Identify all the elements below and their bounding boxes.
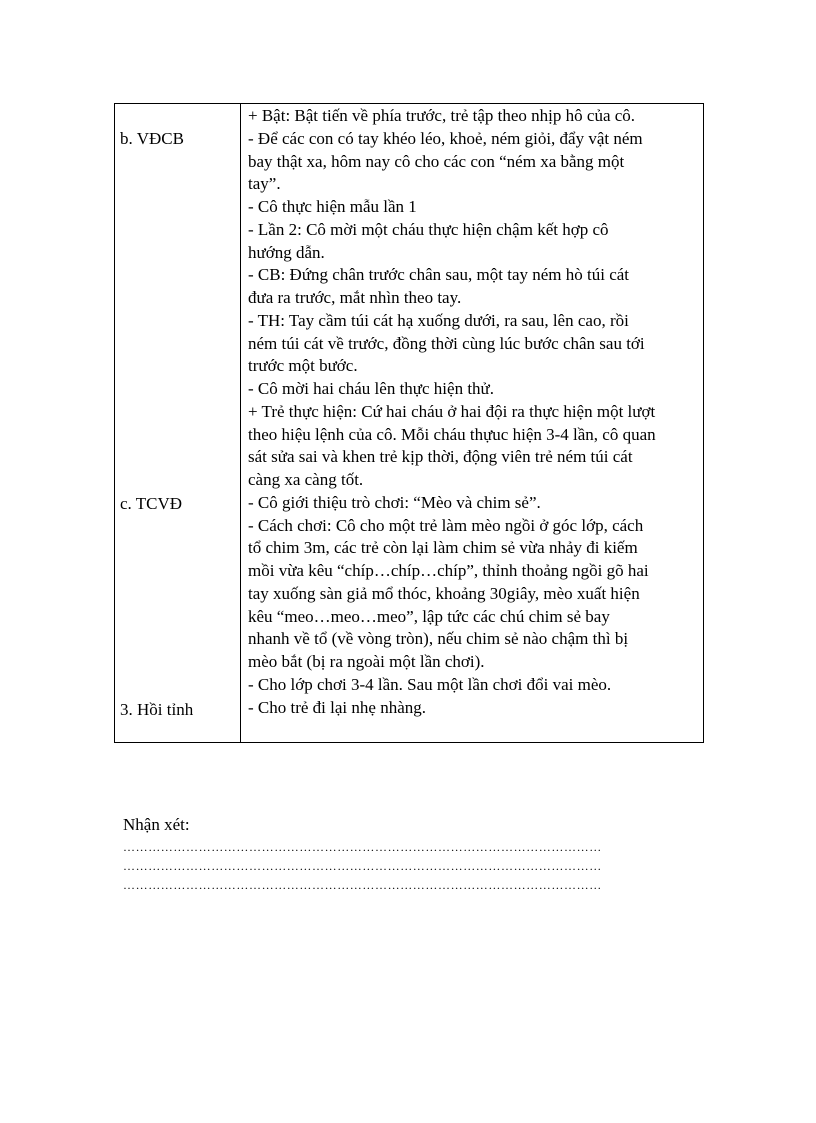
content-line: sát sửa sai và khen trẻ kịp thời, động viên trẻ ném túi cát [248, 447, 633, 467]
content-line: - Để các con có tay khéo léo, khoẻ, ném giỏi, đẩy vật ném [248, 128, 643, 148]
section-label-hoi-tinh: 3. Hồi tỉnh [120, 700, 194, 719]
content-line: theo hiệu lệnh của cô. Mỗi cháu thựuc hiện 3-4 lần, cô quan [248, 424, 656, 444]
notes-dotted-line: …………………………………………………………………………………………………… [123, 840, 602, 854]
notes-dotted-line: …………………………………………………………………………………………………… [123, 859, 602, 873]
content-line: - Cô giới thiệu trò chơi: “Mèo và chim sẻ”. [248, 492, 541, 512]
content-line: - CB: Đứng chân trước chân sau, một tay ném hò túi cát [248, 265, 630, 285]
content-line: + Trẻ thực hiện: Cứ hai cháu ở hai đội ra thực hiện một lượt [248, 401, 656, 421]
content-line: - Cô thực hiện mẫu lần 1 [248, 197, 417, 216]
notes-dotted-line: …………………………………………………………………………………………………… [123, 878, 602, 892]
content-line: + Bật: Bật tiến về phía trước, trẻ tập theo nhịp hô của cô. [248, 106, 636, 125]
content-line: - Cho lớp chơi 3-4 lần. Sau một lần chơi đổi vai mèo. [248, 674, 612, 694]
content-line: - Cô mời hai cháu lên thực hiện thử. [248, 379, 495, 398]
content-line: ném túi cát về trước, đồng thời cùng lúc bước chân sau tới [248, 333, 645, 353]
column-divider [240, 104, 241, 742]
content-line: đưa ra trước, mắt nhìn theo tay. [248, 288, 462, 307]
section-label-tcvd: c. TCVĐ [120, 494, 183, 513]
content-line: nhanh về tổ (về vòng tròn), nếu chim sẻ nào chậm thì bị [248, 629, 629, 649]
content-line: - Lần 2: Cô mời một cháu thực hiện chậm kết hợp cô [248, 219, 609, 239]
lesson-table [114, 103, 704, 743]
content-line: mèo bắt (bị ra ngoài một lần chơi). [248, 652, 485, 671]
content-line: - Cách chơi: Cô cho một trẻ làm mèo ngồi ở góc lớp, cách [248, 515, 644, 535]
section-label-vdcb: b. VĐCB [120, 129, 184, 148]
content-line: kêu “meo…meo…meo”, lập tức các chú chim sẻ bay [248, 606, 610, 626]
content-line: - TH: Tay cầm túi cát hạ xuống dưới, ra sau, lên cao, rồi [248, 310, 629, 330]
notes-label: Nhận xét: [123, 815, 190, 834]
content-line: trước một bước. [248, 356, 358, 376]
content-line: tay”. [248, 174, 281, 194]
content-line: tay xuống sàn giả mổ thóc, khoảng 30giây, mèo xuất hiện [248, 583, 640, 603]
content-line: bay thật xa, hôm nay cô cho các con “ném xa bằng một [248, 151, 625, 171]
content-line: hướng dẫn. [248, 242, 325, 262]
content-line: càng xa càng tốt. [248, 470, 364, 489]
content-line: mồi vừa kêu “chíp…chíp…chíp”, thỉnh thoảng ngồi gõ hai [248, 561, 649, 580]
content-line: tổ chim 3m, các trẻ còn lại làm chim sẻ vừa nhảy đi kiếm [248, 538, 638, 558]
content-line: - Cho trẻ đi lại nhẹ nhàng. [248, 697, 426, 717]
